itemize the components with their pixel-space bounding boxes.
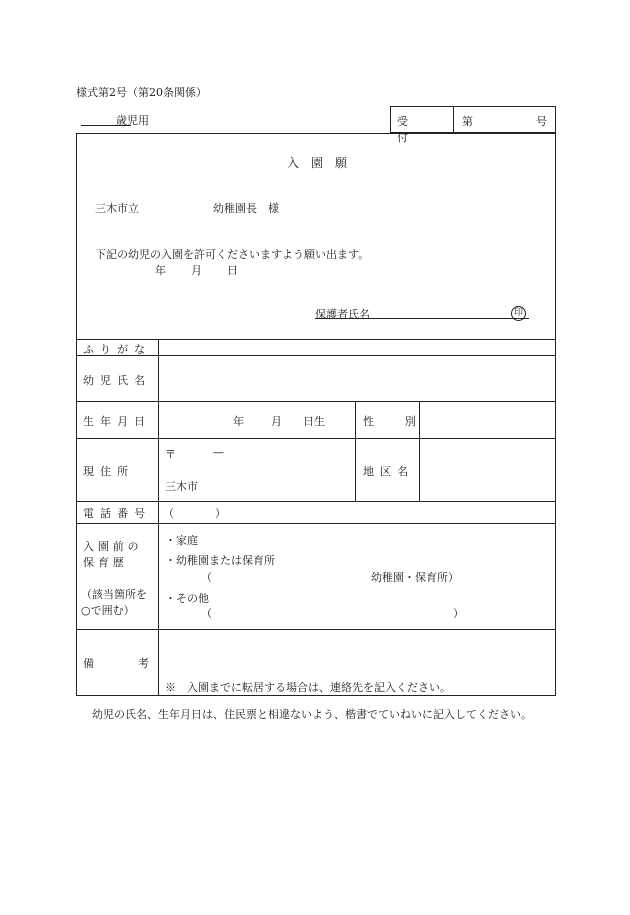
history-option-other[interactable]: ・その他 (165, 592, 209, 605)
history-label-1: 入園前の (83, 540, 143, 553)
sex-label: 性 別 (363, 415, 426, 428)
receipt-number-suffix: 号 (536, 115, 547, 128)
form-number: 様式第2号（第20条関係） (76, 86, 207, 99)
remarks-note: ※ 入園までに転居する場合は、連絡先を記入ください。 (165, 681, 451, 694)
city-prefix: 三木市 (165, 480, 198, 493)
history-label-2: 保育歴 (83, 556, 128, 569)
birth-year-label: 年 (233, 415, 244, 428)
furigana-field[interactable] (161, 340, 553, 354)
form-heading: 入 園 願 (287, 156, 348, 170)
child-name-field[interactable] (161, 356, 553, 400)
label-column-divider (158, 339, 159, 695)
row-divider (77, 523, 555, 524)
receipt-number-prefix: 第 (462, 115, 473, 128)
receipt-box (390, 106, 556, 144)
postal-dash: — (213, 446, 224, 459)
row-divider (77, 401, 555, 402)
row-divider (77, 501, 555, 502)
phone-label: 電話番号 (83, 507, 152, 520)
row-divider (77, 629, 555, 630)
history-nursery-close: 幼稚園・保育所） (371, 571, 459, 584)
application-form (76, 133, 556, 696)
addressee-prefix: 三木市立 (95, 202, 139, 215)
history-option-home[interactable]: ・家庭 (165, 534, 198, 547)
furigana-label: ふりがな (83, 343, 152, 356)
guardian-name-label: 保護者氏名 (315, 308, 370, 321)
footnote: 幼児の氏名、生年月日は、住民票と相違ないよう、楷書でていねいに記入してください。 (92, 708, 532, 721)
field-column-divider (355, 401, 356, 501)
birth-day-label: 日生 (303, 415, 325, 428)
district-label: 地区名 (363, 465, 415, 478)
date-day-label: 日 (227, 264, 238, 277)
birthdate-label: 生年月日 (83, 415, 152, 428)
guardian-name-line[interactable] (315, 318, 529, 319)
phone-close-paren: ） (215, 507, 226, 520)
history-nursery-open-paren: （ (201, 571, 212, 584)
date-month-label: 月 (191, 264, 202, 277)
date-year-label: 年 (155, 264, 166, 277)
receipt-number-cell[interactable] (454, 107, 555, 132)
history-note-2: ○で囲む） (81, 604, 135, 617)
request-text: 下記の幼児の入園を許可くださいますよう願い出ます。 (95, 248, 370, 261)
postal-mark: 〒 (165, 448, 176, 461)
address-label: 現住所 (83, 465, 135, 478)
addressee-suffix: 幼稚園長 様 (213, 202, 279, 215)
age-suffix: 歳児用 (116, 114, 149, 127)
child-name-label: 幼児氏名 (83, 374, 152, 387)
header-row (76, 106, 556, 144)
receipt-label-cell (391, 107, 454, 144)
history-option-nursery[interactable]: ・幼稚園または保育所 (165, 554, 275, 567)
phone-open-paren: （ (163, 507, 174, 520)
receipt-label: 受 付 (397, 115, 450, 144)
history-note-1: （該当箇所を (81, 588, 147, 601)
history-other-open-paren: （ (201, 607, 212, 620)
seal-mark-icon: 印 (511, 306, 526, 321)
remarks-label: 備 考 (83, 657, 149, 670)
birth-month-label: 月 (271, 415, 282, 428)
row-divider (77, 438, 555, 439)
history-other-close-paren: ） (453, 607, 464, 620)
